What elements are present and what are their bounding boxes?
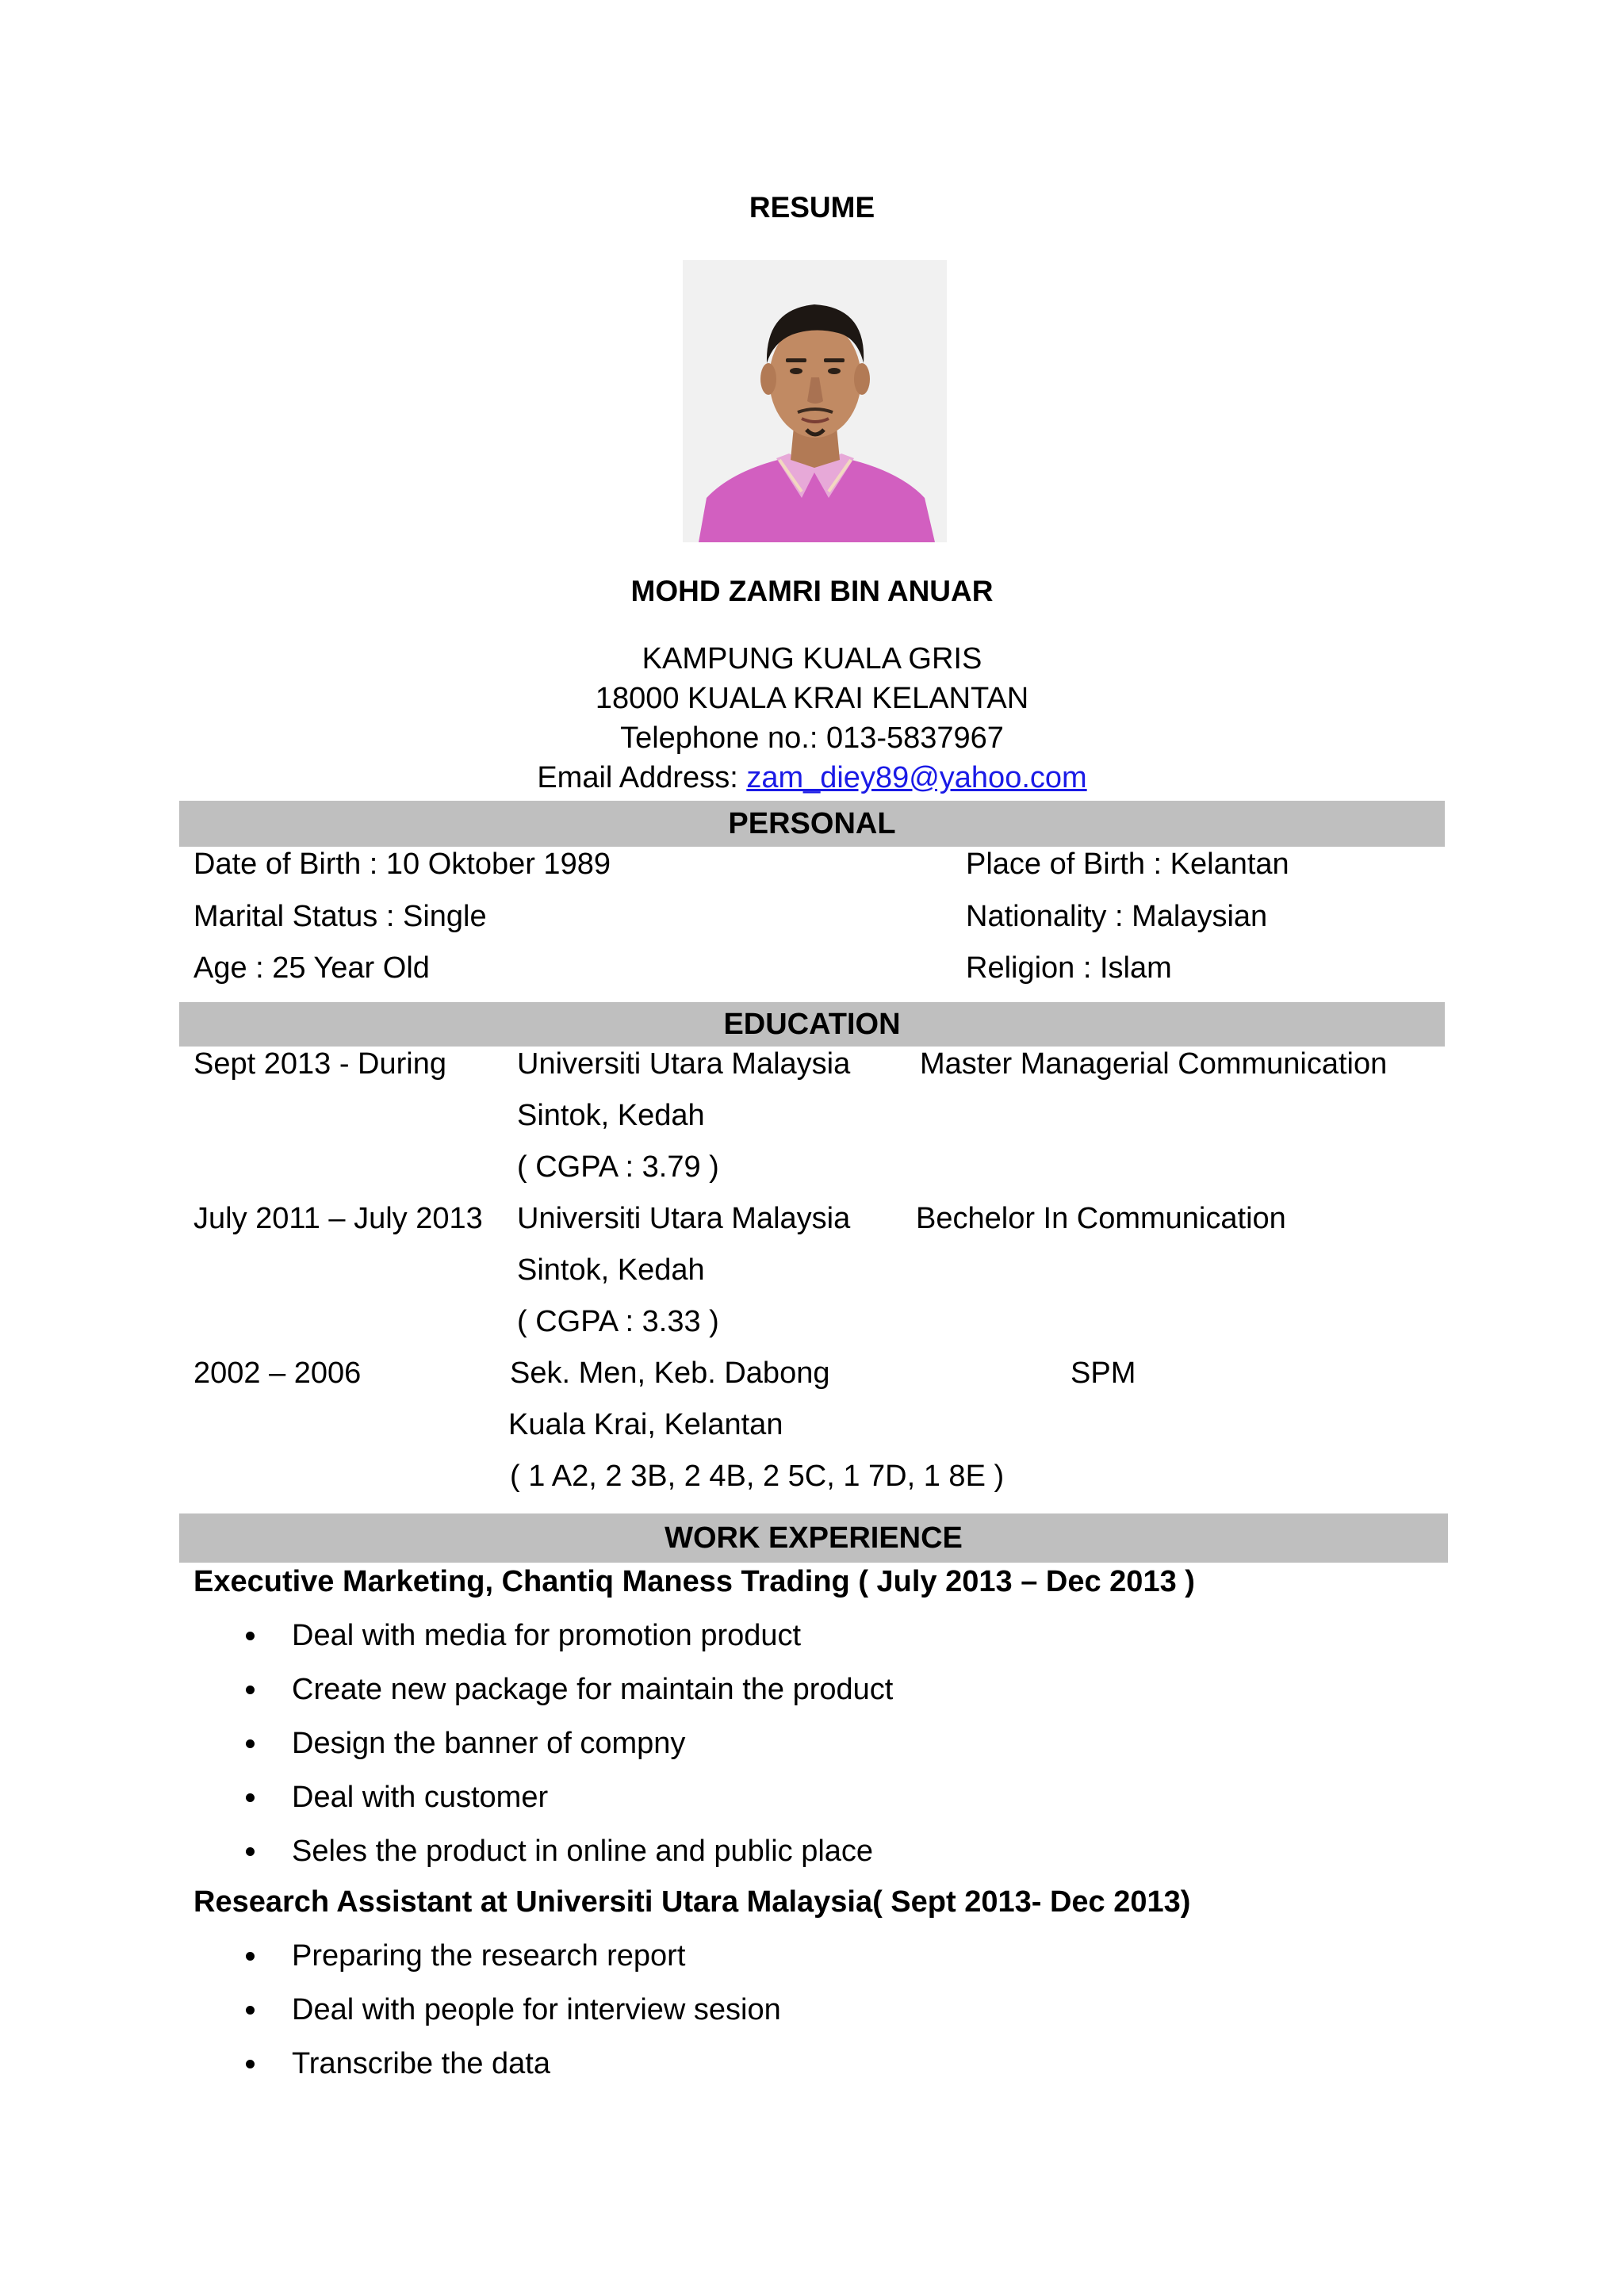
bullet-icon — [243, 1832, 259, 1870]
job-duty: Create new package for maintain the product — [292, 1673, 894, 1706]
address-line-1: KAMPUNG KUALA GRIS — [642, 642, 982, 675]
education-result: ( 1 A2, 2 3B, 2 4B, 2 5C, 1 7D, 1 8E ) — [510, 1460, 1005, 1493]
job-duty: Transcribe the data — [292, 2047, 550, 2080]
section-header-education: EDUCATION — [179, 1002, 1445, 1047]
applicant-name: MOHD ZAMRI BIN ANUAR — [630, 575, 994, 607]
education-institution: Universiti Utara Malaysia — [517, 1047, 851, 1081]
education-result: ( CGPA : 3.33 ) — [517, 1305, 719, 1338]
email-label: Email Address: — [537, 761, 747, 794]
email-link[interactable]: zam_diey89@yahoo.com — [746, 761, 1087, 794]
job-duty: Deal with customer — [292, 1781, 549, 1814]
education-period: Sept 2013 - During — [193, 1047, 446, 1081]
date-of-birth: Date of Birth : 10 Oktober 1989 — [193, 848, 611, 881]
portrait-illustration — [683, 260, 947, 542]
bullet-icon — [243, 1670, 259, 1709]
address-line-2: 18000 KUALA KRAI KELANTAN — [595, 682, 1029, 715]
education-result: ( CGPA : 3.79 ) — [517, 1150, 719, 1184]
section-header-work-experience: WORK EXPERIENCE — [179, 1513, 1448, 1563]
education-location: Sintok, Kedah — [517, 1099, 705, 1132]
marital-status: Marital Status : Single — [193, 900, 487, 933]
section-header-personal: PERSONAL — [179, 801, 1445, 847]
resume-title: RESUME — [749, 191, 875, 224]
job-title: Executive Marketing, Chantiq Maness Trading ( July 2013 – Dec 2013 ) — [193, 1565, 1195, 1598]
bullet-icon — [243, 1991, 259, 2029]
education-location: Kuala Krai, Kelantan — [508, 1408, 783, 1441]
job-duty: Preparing the research report — [292, 1939, 686, 1973]
bullet-icon — [243, 1617, 259, 1655]
education-period: July 2011 – July 2013 — [193, 1202, 483, 1235]
bullet-icon — [243, 1724, 259, 1762]
job-duty: Design the banner of compny — [292, 1727, 686, 1760]
education-qualification: Bechelor In Communication — [916, 1202, 1286, 1235]
education-qualification: SPM — [1071, 1357, 1136, 1390]
profile-photo — [683, 260, 947, 542]
education-institution: Sek. Men, Keb. Dabong — [510, 1357, 830, 1390]
education-institution: Universiti Utara Malaysia — [517, 1202, 851, 1235]
job-duty: Deal with media for promotion product — [292, 1619, 802, 1652]
education-location: Sintok, Kedah — [517, 1253, 705, 1287]
nationality: Nationality : Malaysian — [966, 900, 1268, 933]
bullet-icon — [243, 2045, 259, 2083]
telephone-line: Telephone no.: 013-5837967 — [620, 721, 1004, 755]
education-period: 2002 – 2006 — [193, 1357, 362, 1390]
bullet-icon — [243, 1937, 259, 1975]
education-qualification: Master Managerial Communication — [920, 1047, 1388, 1081]
bullet-icon — [243, 1778, 259, 1816]
email-line — [0, 758, 1624, 798]
job-duty: Deal with people for interview sesion — [292, 1993, 781, 2026]
job-title: Research Assistant at Universiti Utara Malaysia( Sept 2013- Dec 2013) — [193, 1885, 1191, 1919]
religion: Religion : Islam — [966, 951, 1172, 985]
job-duty: Seles the product in online and public place — [292, 1835, 874, 1868]
place-of-birth: Place of Birth : Kelantan — [966, 848, 1289, 881]
age: Age : 25 Year Old — [193, 951, 430, 985]
